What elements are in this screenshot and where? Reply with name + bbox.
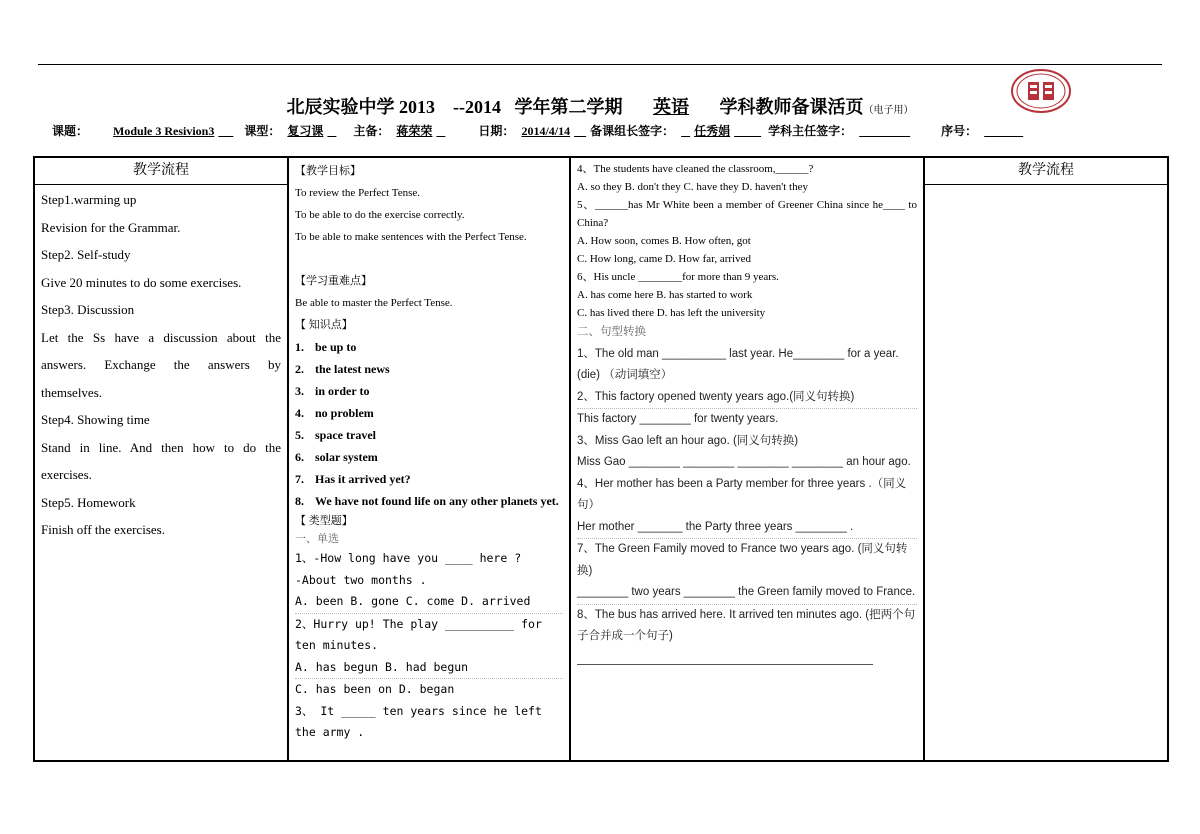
knowledge-item: 4. no problem: [295, 406, 374, 420]
question-4: 4、The students have cleaned the classroom,______?: [577, 163, 814, 175]
step-line: Let the Ss have a discussion about the answers. Exchange the answers by themselves.: [41, 329, 281, 400]
note: （电子用）: [863, 105, 914, 116]
step-line: Finish off the exercises.: [41, 522, 165, 537]
question-2-options-2: C. has been on D. began: [295, 682, 455, 696]
step-line: Step1.warming up: [41, 192, 137, 207]
question-5-options-2: C. How long, came D. How far, arrived: [577, 253, 751, 265]
school-name: 北辰实验中学: [286, 97, 395, 117]
knowledge-item: 1. be up to: [295, 340, 357, 354]
topic-value: Module 3 Resivion3: [113, 124, 215, 138]
subject: 英语: [653, 97, 689, 117]
date-value: 2014/4/14: [521, 124, 571, 138]
transform-3-blank: Miss Gao ________ ________ ________ ________ an hour ago.: [577, 456, 911, 468]
transform-4: 4、Her mother has been a Party member for three years .（同义句）: [577, 477, 907, 511]
knowledge-item: 5. space travel: [295, 428, 376, 442]
transform-4-blank: Her mother _______ the Party three years ________ .: [577, 517, 917, 540]
question-3: 3、 It _____ ten years since he left the army .: [295, 703, 542, 739]
step-line: Step3. Discussion: [41, 302, 135, 317]
question-4-options: A. so they B. don't they C. have they D. haven't they: [577, 181, 808, 193]
type-label: 课型：: [244, 124, 281, 138]
step-line: Step4. Showing time: [41, 412, 150, 427]
question-1: 1、-How long have you ____ here ?: [295, 551, 522, 565]
transform-2: 2、This factory opened twenty years ago.(同义句转换): [577, 387, 917, 410]
step-line: Revision for the Grammar.: [41, 219, 181, 235]
transform-7-blank: ________ two years ________ the Green family moved to France.: [577, 582, 917, 605]
teaching-process-column-right: [924, 157, 1168, 761]
director-label: 学科主任签字：: [768, 124, 853, 138]
author-value: 蒋荣荣: [396, 124, 433, 138]
knowledge-item: 3. in order to: [295, 384, 370, 398]
knowledge-item: 2. the latest news: [295, 362, 390, 376]
transform-8: 8、The bus has arrived here. It arrived ten minutes ago. (把两个句子合并成一个句子): [577, 608, 916, 642]
goals-column: [288, 157, 570, 761]
step-line: Step5. Homework: [41, 494, 136, 510]
answer-line: [577, 648, 873, 665]
goal-item: To review the Perfect Tense.: [295, 187, 421, 199]
transform-7: 7、The Green Family moved to France two years ago. (同义句转换): [577, 543, 908, 577]
transform-1: 1、The old man __________ last year. He________ for a year. (die) （动词填空）: [577, 347, 899, 381]
knowledge-item: 7. Has it arrived yet?: [295, 472, 411, 486]
teaching-process-column: [34, 157, 288, 761]
school-seal-logo: [1010, 68, 1072, 114]
column-header: 教学流程: [925, 158, 1167, 185]
goals-title: 【教学目标】: [295, 165, 361, 177]
question-5-options-1: A. How soon, comes B. How often, got: [577, 235, 751, 247]
lesson-plan-table: [33, 156, 1169, 762]
knowledge-title: 【 知识点】: [295, 319, 353, 331]
section-transform: 二、句型转换: [577, 326, 646, 338]
transform-2-blank: This factory ________ for twenty years.: [577, 413, 779, 425]
goal-item: To be able to do the exercise correctly.: [295, 209, 465, 221]
year-end: --2014: [453, 97, 501, 117]
author-label: 主备：: [353, 124, 390, 138]
page-name: 学科教师备课活页: [719, 97, 864, 117]
top-rule: [38, 64, 1162, 65]
column-header: 教学流程: [35, 158, 287, 185]
term: 学年第二学期: [514, 97, 623, 117]
question-6-options-2: C. has lived there D. has left the university: [577, 307, 766, 319]
step-line: Stand in line. And then how to do the exercises.: [41, 439, 281, 482]
question-2-options-1: A. has begun B. had begun: [295, 657, 563, 680]
question-2: 2、Hurry up! The play __________ for ten minutes.: [295, 616, 542, 652]
question-5: 5、______has Mr White been a member of Greener China since he____ to China?: [577, 199, 917, 229]
question-1-answer: -About two months .: [295, 572, 427, 587]
date-label: 日期：: [478, 124, 515, 138]
topic-label: 课题：: [52, 124, 89, 138]
question-1-options: A. been B. gone C. come D. arrived: [295, 591, 563, 614]
type-value: 复习课: [287, 124, 324, 138]
question-6-options-1: A. has come here B. has started to work: [577, 289, 753, 301]
goal-item: To be able to make sentences with the Perfect Tense.: [295, 231, 527, 243]
key-title: 【学习重难点】: [295, 275, 372, 287]
step-line: Step2. Self-study: [41, 247, 131, 262]
section-single-choice: 一、单选: [295, 533, 339, 545]
step-line: Give 20 minutes to do some exercises.: [41, 274, 242, 290]
question-6: 6、His uncle ________for more than 9 years.: [577, 271, 779, 283]
transform-3: 3、Miss Gao left an hour ago. (同义句转换): [577, 434, 799, 447]
type-title: 【 类型题】: [295, 515, 353, 527]
info-row: [52, 122, 1027, 139]
leader-label: 备课组长签字：: [590, 124, 675, 138]
knowledge-item: 6. solar system: [295, 450, 378, 464]
year-start: 2013: [399, 97, 435, 117]
key-point: Be able to master the Perfect Tense.: [295, 297, 453, 309]
seq-label: 序号：: [941, 124, 978, 138]
leader-value: 任秀娟: [694, 124, 731, 138]
exercises-column: [570, 157, 924, 761]
knowledge-item: 8. We have not found life on any other planets yet.: [295, 494, 559, 508]
